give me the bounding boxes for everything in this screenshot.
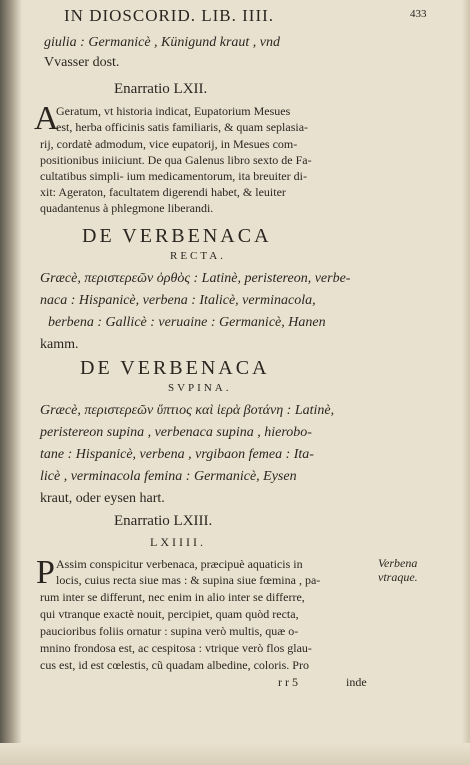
synonym-line: naca : Hispanicè, verbena : Italicè, verminacola, xyxy=(40,293,316,308)
paragraph-line: Assim conspicitur verbenaca, præcipuè aquaticis in xyxy=(56,557,303,571)
synonym-line: tane : Hispanicè, verbena , vrgibaon femea : Ita- xyxy=(40,447,314,462)
paragraph-line: rum inter se differunt, nec enim in alio inter se differre, xyxy=(40,590,305,604)
dropcap-a: A xyxy=(34,100,59,137)
synonym-line: licè , verminacola femina : Germanicè, Eysen xyxy=(40,469,297,484)
margin-note xyxy=(378,556,418,584)
synonym-line: peristereon supina , verbenaca supina , hierobo- xyxy=(40,425,312,440)
synonym-line: kraut, oder eysen hart. xyxy=(40,491,165,506)
synonym-line: berbena : Gallicè : veruaine : Germanicè, Hanen xyxy=(48,315,326,330)
section-title-recta: DE VERBENACA xyxy=(82,225,272,247)
paragraph-line: mnino frondosa est, ac cespitosa : vtrique verò flos glau- xyxy=(40,641,312,655)
page-edge xyxy=(462,0,470,765)
top-line: giulia : Germanicè , Künigund kraut , vnd xyxy=(44,35,281,50)
paragraph-line: rij, cordatè admodum, vice eupatorij, in Mesues com- xyxy=(40,137,298,151)
enarratio-62-heading: Enarratio LXII. xyxy=(114,81,208,97)
paragraph-line: cus est, id est cœlestis, cũ quadam albedine, coloris. Pro xyxy=(40,658,309,672)
enarratio-64-subheading: LXIIII. xyxy=(150,535,206,549)
section-title-supina: DE VERBENACA xyxy=(80,357,270,379)
paragraph-line: Geratum, vt historia indicat, Eupatorium Mesues xyxy=(56,104,291,118)
top-line: Vvasser dost. xyxy=(44,55,120,70)
running-title: IN DIOSCORID. LIB. IIII. xyxy=(64,6,275,25)
signature-mark: r r 5 xyxy=(278,675,298,689)
page-number: 433 xyxy=(410,8,427,20)
synonym-line: Græcè, περιστερεῶν ὕπτιος καὶ ἱερὰ βοτάνη : Latinè, xyxy=(40,403,335,418)
synonym-line: kamm. xyxy=(40,337,79,352)
margin-note-line: vtraque. xyxy=(378,570,418,584)
enarratio-63-heading: Enarratio LXIII. xyxy=(114,513,213,529)
page-bottom-edge xyxy=(0,743,470,765)
page-gutter-shadow xyxy=(0,0,22,765)
paragraph-line: xit: Ageraton, facultatem digerendi habet, & leuiter xyxy=(40,185,286,199)
paragraph-line: est, herba officinis satis familiaris, & quam seplasia- xyxy=(56,120,309,134)
paragraph-line: paucioribus foliis ornatur : supina verò multis, quæ o- xyxy=(40,624,299,638)
paragraph-line: quadantenus à phlegmone liberandi. xyxy=(40,201,214,215)
paragraph-line: locis, cuius recta siue mas : & supina siue fœmina , pa- xyxy=(56,573,321,587)
section-subtitle-recta: RECTA. xyxy=(170,250,226,262)
dropcap-p: P xyxy=(36,554,55,591)
paragraph-line: cultatibus simpli- ium medicamentorum, ita breuiter di- xyxy=(40,169,307,183)
paragraph-line: positionibus iniiciunt. De qua Galenus libro sexto de Fa- xyxy=(40,153,312,167)
margin-note-line: Verbena xyxy=(378,556,418,570)
section-subtitle-supina: SVPINA. xyxy=(168,382,232,394)
synonym-line: Græcè, περιστερεῶν ὀρθὸς : Latinè, peristereon, verbe- xyxy=(40,271,351,286)
catchword: inde xyxy=(346,675,367,689)
paragraph-line: qui vtranque exactè nouit, percipiet, quam quòd recta, xyxy=(40,607,299,621)
